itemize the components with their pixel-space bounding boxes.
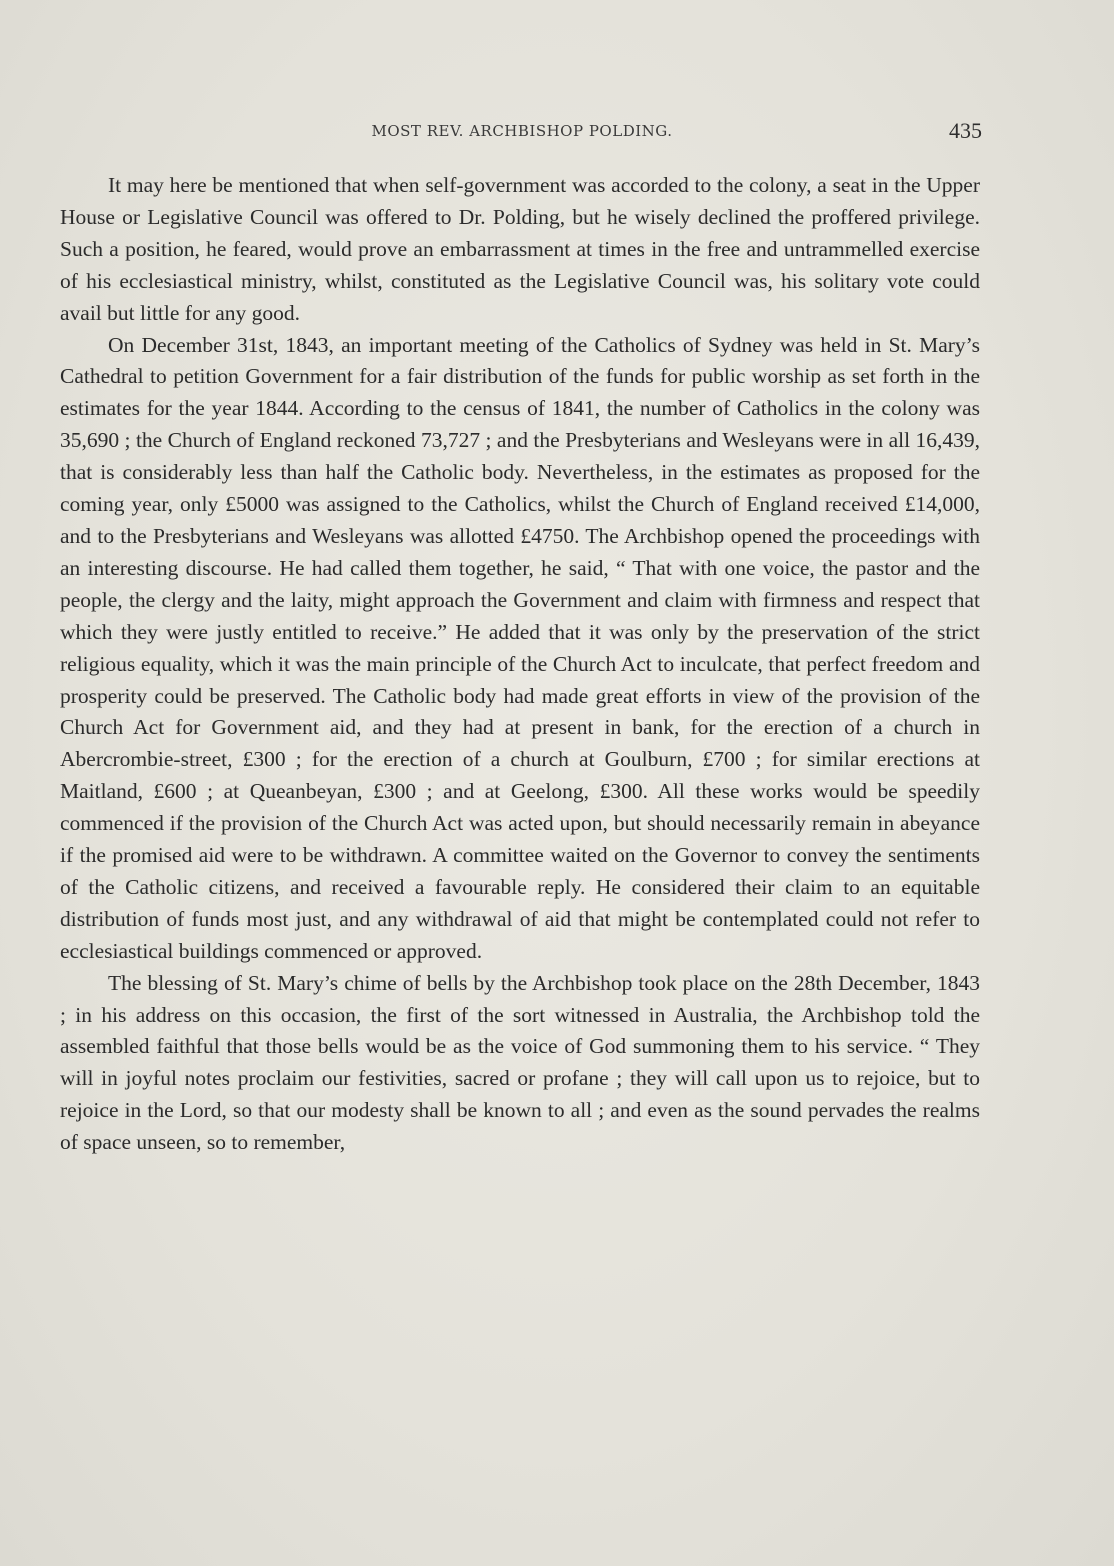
paragraph-self-government: It may here be mentioned that when self-government was accorded to the colony, a seat in the Upper House or Legislative Council was offered to Dr. Polding, but he wisely declined the proffered privilege. Such a position, he feared, would prove an embarrassment at times in the free and untrammelled exercise of his ecclesiastical ministry, whilst, constituted as the Legislative Council was, his solitary vote could avail but little for any good. — [60, 173, 980, 325]
paragraph-bells-blessing: The blessing of St. Mary’s chime of bells by the Archbishop took place on the 28th December, 1843 ; in his address on this occasion, the first of the sort witnessed in Australia, the Archbishop told the assembled faithful that those bells would be as the voice of God summoning them to his service. “ They will in joyful notes proclaim our festivities, sacred or profane ; they will call upon us to rejoice, but to rejoice in the Lord, so that our modesty shall be known to all ; and even as the sound pervades the realms of space unseen, so to remember, — [60, 970, 980, 1155]
body-text — [60, 170, 980, 1159]
paragraph-meeting-1843: On December 31st, 1843, an important meeting of the Catholics of Sydney was held in St. Mary’s Cathedral to petition Government for a fair distribution of the funds for public worship as set forth in the estimates for the year 1844. According to the census of 1841, the number of Catholics in the colony was 35,690 ; the Church of England reckoned 73,727 ; and the Presbyterians and Wesleyans were in all 16,439, that is considerably less than half the Catholic body. Nevertheless, in the estimates as proposed for the coming year, only £5000 was assigned to the Catholics, whilst the Church of England received £14,000, and to the Presbyterians and Wesleyans was allotted £4750. The Archbishop opened the proceedings with an interesting discourse. He had called them together, he said, “ That with one voice, the pastor and the people, the clergy and the laity, might approach the Government and claim with firmness and respect that which they were justly entitled to receive.” He added that it was only by the preservation of the strict religious equality, which it was the main principle of the Church Act to inculcate, that perfect freedom and prosperity could be preserved. The Catholic body had made great efforts in view of the provision of the Church Act for Government aid, and they had at present in bank, for the erection of a church in Abercrombie-street, £300 ; for the erection of a church at Goulburn, £700 ; for similar erections at Maitland, £600 ; at Queanbeyan, £300 ; and at Geelong, £300. All these works would be speedily commenced if the provision of the Church Act was acted upon, but should necessarily remain in abeyance if the promised aid were to be withdrawn. A committee waited on the Governor to convey the sentiments of the Catholic citizens, and received a favourable reply. He considered their claim to an equitable distribution of funds most just, and any withdrawal of aid that might be contemplated could not refer to ecclesiastical buildings commenced or approved. — [60, 332, 980, 963]
page-number: 435 — [949, 118, 982, 143]
running-title: MOST REV. ARCHBISHOP POLDING. — [371, 122, 673, 140]
running-head — [62, 118, 982, 148]
